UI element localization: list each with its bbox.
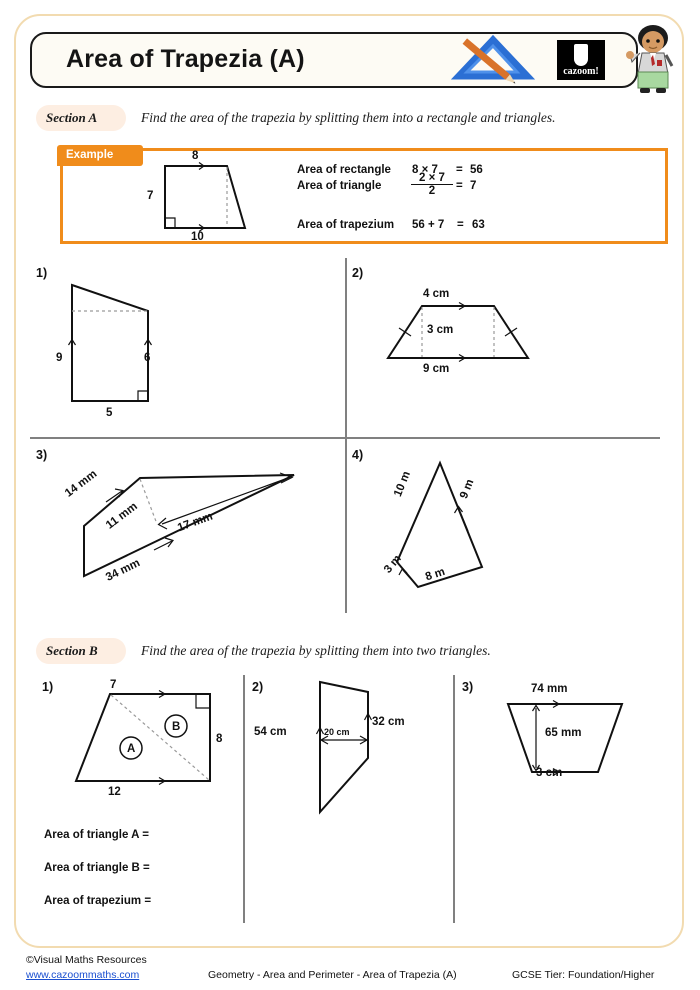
example-fraction-denominator: 2 bbox=[428, 185, 436, 197]
question-b2-label-width: 20 cm bbox=[324, 727, 350, 737]
question-a1-shape bbox=[60, 275, 180, 415]
example-line-1-label: Area of rectangle bbox=[297, 164, 391, 176]
question-b1-triangle-a-label: A bbox=[127, 743, 136, 755]
question-b1-label-top: 7 bbox=[110, 679, 117, 691]
example-label-left: 7 bbox=[147, 190, 154, 202]
question-b1-triangle-b-label: B bbox=[172, 721, 181, 733]
question-b3-shape bbox=[490, 690, 650, 800]
question-a2-number: 2) bbox=[352, 266, 364, 280]
question-b1-label-right: 8 bbox=[216, 733, 223, 745]
example-line-3-result: 63 bbox=[472, 219, 485, 231]
answer-line-trapezium[interactable]: Area of trapezium = bbox=[44, 895, 152, 907]
question-b2-number: 2) bbox=[252, 680, 264, 694]
example-line-3-eq: = bbox=[457, 219, 464, 231]
section-b-name: Section B bbox=[46, 643, 98, 658]
question-b2-label-left: 54 cm bbox=[254, 726, 287, 738]
question-a2-label-top: 4 cm bbox=[423, 288, 450, 300]
question-a1-label-bottom: 5 bbox=[106, 407, 113, 419]
question-a3-label-upper: 14 mm bbox=[63, 468, 100, 500]
example-line-1-result: 56 bbox=[470, 164, 483, 176]
question-b2-shape bbox=[290, 678, 430, 818]
question-a3-number: 3) bbox=[36, 448, 48, 462]
footer-center-title: Geometry - Area and Perimeter - Area of Trapezia (A) bbox=[208, 969, 457, 981]
answer-line-triangle-a[interactable]: Area of triangle A = bbox=[44, 829, 149, 841]
section-a-vertical-divider bbox=[345, 258, 347, 613]
example-tab-label: Example bbox=[66, 149, 114, 161]
footer-copyright: ©Visual Maths Resources bbox=[26, 954, 147, 966]
example-line-2-result: 7 bbox=[470, 180, 477, 192]
ruler-pencil-icon bbox=[453, 36, 553, 86]
question-b1-shape bbox=[60, 686, 240, 806]
question-b3-label-height: 65 mm bbox=[545, 727, 582, 739]
example-line-3-label: Area of trapezium bbox=[297, 219, 395, 231]
question-b2-label-right: 32 cm bbox=[372, 716, 405, 728]
footer-tier: GCSE Tier: Foundation/Higher bbox=[512, 969, 655, 981]
mascot-icon bbox=[622, 22, 684, 96]
question-a4-label-bottom-left: 3 m bbox=[382, 552, 404, 576]
footer-website-link[interactable]: www.cazoommaths.com bbox=[26, 969, 140, 981]
section-b-band bbox=[36, 638, 636, 664]
footer-website[interactable] bbox=[26, 969, 139, 981]
worksheet-header bbox=[30, 32, 668, 88]
section-b-divider-1 bbox=[243, 675, 245, 923]
section-a-name: Section A bbox=[46, 110, 98, 125]
section-a-band bbox=[36, 105, 636, 131]
page-title: Area of Trapezia (A) bbox=[66, 45, 305, 73]
question-a4-number: 4) bbox=[352, 448, 364, 462]
question-a3-label-height: 11 mm bbox=[104, 500, 140, 532]
question-a4-label-bottom: 8 m bbox=[424, 565, 447, 584]
example-line-2-fraction bbox=[411, 172, 453, 197]
cazoom-brand-name: cazoom! bbox=[563, 66, 599, 77]
cazoom-cup-icon bbox=[574, 44, 588, 66]
question-a2-shape bbox=[378, 296, 558, 376]
question-a1-label-right: 6 bbox=[144, 352, 151, 364]
question-b3-label-bottom: 3 cm bbox=[536, 767, 563, 779]
question-a3-label-right: 17 mm bbox=[176, 510, 215, 535]
section-a-description: Find the area of the trapezia by splitting them into a rectangle and triangles. bbox=[141, 110, 556, 125]
example-line-2-label: Area of triangle bbox=[297, 180, 382, 192]
question-b3-number: 3) bbox=[462, 680, 474, 694]
question-b1-number: 1) bbox=[42, 680, 54, 694]
example-line-1-expr: 8 × 7 bbox=[412, 164, 438, 176]
example-label-top: 8 bbox=[192, 150, 199, 162]
question-a2-label-bottom: 9 cm bbox=[423, 363, 450, 375]
example-trapezium-shape bbox=[155, 158, 265, 238]
section-b-divider-2 bbox=[453, 675, 455, 923]
section-a-horizontal-divider bbox=[30, 437, 660, 439]
example-fraction-numerator: 2 × 7 bbox=[419, 172, 445, 184]
question-a4-label-right: 9 m bbox=[458, 477, 477, 501]
section-b-description: Find the area of the trapezia by splitting them into two triangles. bbox=[141, 643, 491, 658]
answer-line-triangle-b[interactable]: Area of triangle B = bbox=[44, 862, 150, 874]
question-a4-label-left: 10 m bbox=[392, 469, 413, 499]
example-line-2-eq: = bbox=[456, 180, 463, 192]
example-line-1-eq: = bbox=[456, 164, 463, 176]
question-a1-number: 1) bbox=[36, 266, 48, 280]
question-b1-label-bottom: 12 bbox=[108, 786, 121, 798]
example-label-bottom: 10 bbox=[191, 231, 204, 243]
question-a2-label-height: 3 cm bbox=[427, 324, 454, 336]
example-tab bbox=[57, 145, 143, 166]
example-line-3-expr: 56 + 7 bbox=[412, 219, 445, 231]
question-a3-label-lower: 34 mm bbox=[104, 557, 143, 584]
question-b3-label-top: 74 mm bbox=[531, 683, 568, 695]
cazoom-logo bbox=[453, 36, 613, 86]
question-a1-label-left: 9 bbox=[56, 352, 63, 364]
cazoom-wordmark bbox=[557, 40, 605, 80]
